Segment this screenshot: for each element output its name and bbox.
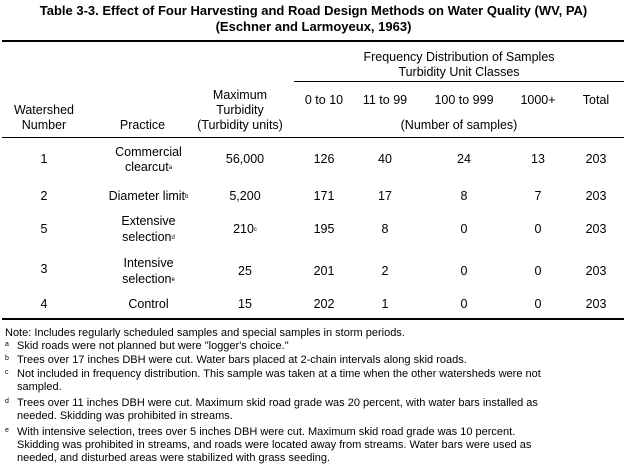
- cell-100-999: 8: [460, 189, 468, 203]
- footnote-mark: c: [253, 227, 257, 233]
- cell-watershed: 2: [40, 189, 48, 203]
- cell-100-999: 0: [460, 297, 468, 311]
- top-rule: [2, 40, 624, 42]
- header-max-turbidity-line-3: (Turbidity units): [197, 118, 283, 132]
- footnote-d-text-line-2: needed. Skidding was prohibited in streams.: [17, 410, 233, 422]
- cell-practice-line-2: clearcut$^a$: [124, 160, 173, 174]
- cell-practice-line-1: Extensive: [121, 214, 176, 228]
- header-col-0-10: 0 to 10: [304, 93, 344, 107]
- cell-max-turbidity: 56,000: [225, 152, 265, 166]
- cell-11-99: 17: [378, 189, 392, 203]
- header-practice: Practice: [119, 118, 166, 132]
- cell-watershed: 3: [40, 262, 48, 276]
- cell-practice-line-1: Commercial: [115, 145, 182, 159]
- cell-total: 203: [585, 189, 607, 203]
- header-col-100-999: 100 to 999: [434, 93, 494, 107]
- footnote-e-mark: e: [5, 427, 9, 434]
- footnote-e-text-line-3: needed, and disturbed areas were stabilized with grass seeding.: [17, 452, 331, 464]
- cell-1000-plus: 0: [534, 264, 542, 278]
- footnote-d-text-line-1: Trees over 11 inches DBH were cut. Maximum skid road grade was 20 percent, with water bars installed as: [17, 397, 538, 409]
- group-header-line-2: Turbidity Unit Classes: [398, 65, 520, 79]
- cell-11-99: 40: [378, 152, 392, 166]
- cell-100-999: 0: [460, 264, 468, 278]
- table-title-line-2: (Eschner and Larmoyeux, 1963): [215, 19, 412, 34]
- footnote-d-mark: d: [5, 398, 9, 405]
- header-watershed-line-2: Number: [21, 118, 67, 132]
- cell-max-turbidity: 15: [238, 297, 252, 311]
- cell-0-10: 202: [313, 297, 335, 311]
- header-col-1000-plus: 1000+: [520, 93, 556, 107]
- cell-practice-line-1: Diameter limit$^b$: [108, 189, 189, 203]
- cell-11-99: 8: [381, 222, 389, 236]
- cell-1000-plus: 7: [534, 189, 542, 203]
- cell-total: 203: [585, 297, 607, 311]
- footnote-c-text-line-2: sampled.: [17, 381, 62, 393]
- footnote-mark: b: [185, 194, 189, 200]
- cell-1000-plus: 13: [531, 152, 545, 166]
- footnote-a-text: Skid roads were not planned but were "logger's choice.": [17, 340, 289, 352]
- cell-max-turbidity: 5,200: [229, 189, 261, 203]
- cell-11-99: 1: [381, 297, 389, 311]
- footnote-mark: e: [171, 277, 175, 283]
- table-note: Note: Includes regularly scheduled samples and special samples in storm periods.: [5, 327, 405, 339]
- header-number-of-samples: (Number of samples): [400, 118, 518, 132]
- cell-0-10: 126: [313, 152, 335, 166]
- cell-total: 203: [585, 264, 607, 278]
- footnote-c-mark: c: [5, 369, 9, 376]
- cell-total: 203: [585, 222, 607, 236]
- header-col-total: Total: [582, 93, 610, 107]
- header-col-11-99: 11 to 99: [362, 93, 408, 107]
- footnote-mark: d: [171, 235, 175, 241]
- cell-100-999: 24: [457, 152, 471, 166]
- header-max-turbidity-line-1: Maximum: [212, 88, 268, 102]
- cell-practice-line-2: selection$^e$: [122, 272, 175, 286]
- footnote-e-text-line-2: Skidding was prohibited in streams, and roads were located away from streams. Water bars were used as: [17, 439, 532, 451]
- cell-watershed: 5: [40, 222, 48, 236]
- header-watershed-line-1: Watershed: [14, 103, 74, 117]
- footnote-b-mark: b: [5, 355, 9, 362]
- header-rule: [2, 137, 624, 138]
- bottom-rule: [2, 318, 624, 320]
- cell-100-999: 0: [460, 222, 468, 236]
- group-header-line-1: Frequency Distribution of Samples: [363, 50, 555, 64]
- table-title-line-1: Table 3-3. Effect of Four Harvesting and Road Design Methods on Water Quality (WV, PA): [39, 3, 588, 18]
- group-header-rule: [294, 81, 624, 82]
- cell-max-turbidity: 210$^c$: [233, 222, 257, 236]
- header-max-turbidity-line-2: Turbidity: [216, 103, 264, 117]
- footnote-c-text-line-1: Not included in frequency distribution. This sample was taken at a time when the other watersheds were not: [17, 368, 541, 380]
- cell-1000-plus: 0: [534, 222, 542, 236]
- cell-practice-line-1: Control: [128, 297, 169, 311]
- footnote-a-mark: a: [5, 341, 9, 348]
- cell-0-10: 201: [313, 264, 335, 278]
- cell-watershed: 1: [40, 152, 48, 166]
- cell-practice-line-1: Intensive: [123, 256, 174, 270]
- cell-1000-plus: 0: [534, 297, 542, 311]
- cell-11-99: 2: [381, 264, 389, 278]
- footnote-mark: a: [168, 165, 173, 171]
- cell-0-10: 171: [313, 189, 335, 203]
- cell-practice-line-2: selection$^d$: [122, 230, 175, 244]
- cell-max-turbidity: 25: [238, 264, 252, 278]
- cell-watershed: 4: [40, 297, 48, 311]
- cell-0-10: 195: [313, 222, 335, 236]
- footnote-e-text-line-1: With intensive selection, trees over 5 inches DBH were cut. Maximum skid road grade was 10 percent.: [17, 426, 516, 438]
- cell-total: 203: [585, 152, 607, 166]
- footnote-b-text: Trees over 17 inches DBH were cut. Water bars placed at 2-chain intervals along skid roads.: [17, 354, 467, 366]
